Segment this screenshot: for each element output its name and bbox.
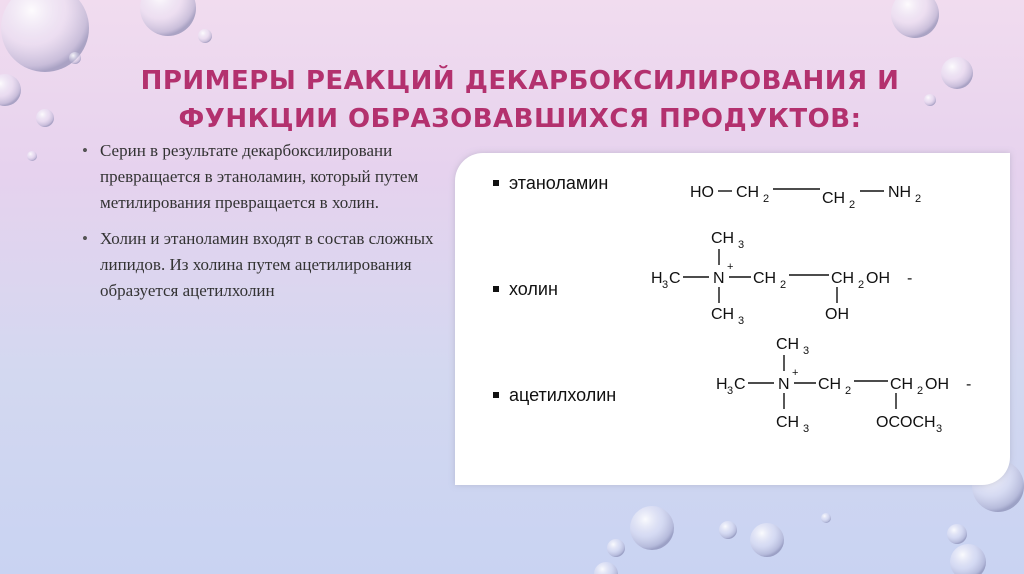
- svg-text:CH: CH: [711, 306, 735, 323]
- compound-label-ethanolamine: этаноламин: [493, 173, 608, 194]
- svg-text:CH: CH: [736, 184, 760, 201]
- square-bullet-icon: [493, 392, 499, 398]
- svg-text:OH: OH: [866, 270, 890, 287]
- svg-text:NH: NH: [888, 184, 912, 201]
- svg-text:2: 2: [915, 193, 922, 205]
- bullet-marker: •: [82, 229, 88, 248]
- svg-text:HO: HO: [690, 184, 714, 201]
- svg-text:3: 3: [662, 279, 669, 291]
- svg-text:2: 2: [849, 199, 856, 211]
- title-line-2: ФУНКЦИИ ОБРАЗОВАВШИХСЯ ПРОДУКТОВ:: [178, 104, 862, 134]
- svg-text:3: 3: [803, 345, 810, 357]
- bullet-marker: •: [82, 141, 88, 160]
- choline-formula: [645, 225, 935, 325]
- svg-text:N: N: [713, 270, 725, 287]
- svg-text:2: 2: [917, 385, 924, 397]
- svg-text:CH: CH: [818, 376, 842, 393]
- svg-text:CH: CH: [776, 336, 800, 353]
- svg-text:2: 2: [763, 193, 770, 205]
- ethanolamine-formula: [680, 169, 940, 219]
- slide-title: [90, 62, 950, 138]
- formula-card: [455, 153, 1010, 485]
- svg-text:3: 3: [738, 315, 745, 325]
- svg-text:-: -: [907, 270, 913, 287]
- bullet-item: [78, 226, 438, 304]
- compound-label-choline: холин: [493, 279, 558, 300]
- square-bullet-icon: [493, 180, 499, 186]
- svg-text:C: C: [669, 270, 681, 287]
- svg-text:2: 2: [845, 385, 852, 397]
- svg-text:CH: CH: [753, 270, 777, 287]
- bullet-list: [78, 138, 438, 314]
- acetylcholine-formula: [710, 331, 990, 435]
- svg-text:CH: CH: [890, 376, 914, 393]
- svg-text:C: C: [734, 376, 746, 393]
- svg-text:2: 2: [858, 279, 865, 291]
- svg-text:2: 2: [780, 279, 787, 291]
- bullet-text: Серин в результате декарбоксилировани превращается в этаноламин, который путем метилирования превращается в холин.: [100, 141, 419, 212]
- compound-label-acetylcholine: ацетилхолин: [493, 385, 616, 406]
- svg-text:N: N: [778, 376, 790, 393]
- square-bullet-icon: [493, 286, 499, 292]
- svg-text:+: +: [792, 367, 799, 379]
- svg-text:OCOCH: OCOCH: [876, 414, 936, 431]
- svg-text:H: H: [716, 376, 728, 393]
- svg-text:OH: OH: [925, 376, 949, 393]
- svg-text:CH: CH: [822, 190, 846, 207]
- svg-text:+: +: [727, 261, 734, 273]
- svg-text:3: 3: [727, 385, 734, 397]
- svg-text:-: -: [966, 376, 972, 393]
- svg-text:OH: OH: [825, 306, 849, 323]
- svg-text:CH: CH: [776, 414, 800, 431]
- svg-text:3: 3: [738, 239, 745, 251]
- svg-text:3: 3: [803, 423, 810, 435]
- svg-text:CH: CH: [711, 230, 735, 247]
- svg-text:CH: CH: [831, 270, 855, 287]
- title-line-1: ПРИМЕРЫ РЕАКЦИЙ ДЕКАРБОКСИЛИРОВАНИЯ И: [140, 66, 900, 96]
- svg-text:H: H: [651, 270, 663, 287]
- svg-text:3: 3: [936, 423, 943, 435]
- bullet-item: [78, 138, 438, 216]
- bullet-text: Холин и этаноламин входят в состав сложных липидов. Из холина путем ацетилирования образуется ацетилхолин: [100, 229, 434, 300]
